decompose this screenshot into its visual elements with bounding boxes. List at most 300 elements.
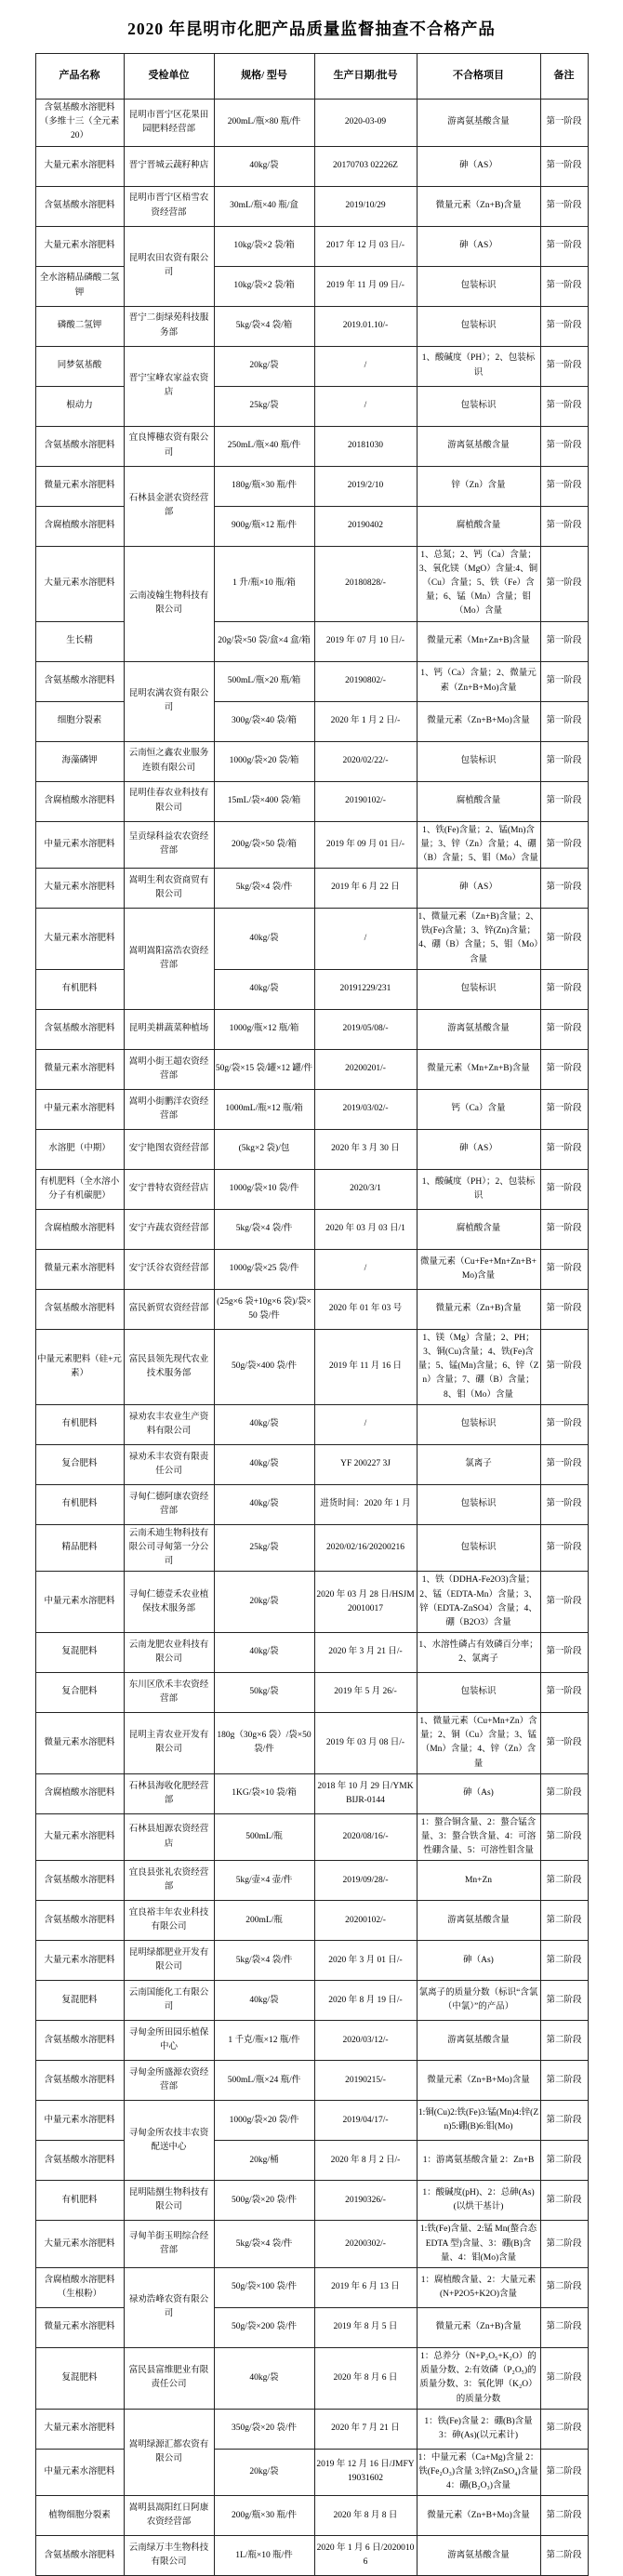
remark-cell: 第一阶段	[540, 1572, 588, 1633]
failed-items-cell: 砷（AS）	[417, 1129, 540, 1169]
failed-items-cell: 包装标识	[417, 1404, 540, 1444]
inspected-unit-cell: 寻甸仁德壹禾农业植保技术服务部	[124, 1572, 214, 1633]
remark-cell: 第一阶段	[540, 621, 588, 661]
product-name-cell: 中量元素水溶肥料	[35, 1089, 124, 1129]
failed-items-cell: 腐植酸含量	[417, 1209, 540, 1249]
table-row	[35, 2181, 588, 2221]
product-name-cell: 含腐植酸水溶肥料	[35, 506, 124, 546]
spec-cell: 40kg/袋	[214, 909, 314, 970]
spec-cell: 5kg/袋×4 袋/件	[214, 1941, 314, 1981]
table-row	[35, 226, 588, 266]
date-batch-cell: 20190215/-	[314, 2061, 417, 2101]
header-inspected-unit: 受检单位	[124, 54, 214, 100]
failed-items-cell: 微量元素（Zn+B)含量	[417, 1289, 540, 1329]
date-batch-cell: 2020 年 1 月 6 日/20200106	[314, 2536, 417, 2576]
spec-cell: 10kg/袋×2 袋/箱	[214, 226, 314, 266]
remark-cell: 第一阶段	[540, 869, 588, 909]
spec-cell: 20kg/袋	[214, 1572, 314, 1633]
product-name-cell: 细胞分裂素	[35, 701, 124, 741]
remark-cell: 第二阶段	[540, 1813, 588, 1861]
inspected-unit-cell: 宜良博穗农资有限公司	[124, 426, 214, 466]
product-name-cell: 含氨基酸水溶肥料	[35, 2536, 124, 2576]
product-name-cell: 含氨基酸水溶肥料	[35, 1861, 124, 1901]
remark-cell: 第一阶段	[540, 781, 588, 821]
inspected-unit-cell: 寻甸羊街玉明综合经营部	[124, 2221, 214, 2268]
spec-cell: 25kg/袋	[214, 386, 314, 426]
table-row	[35, 426, 588, 466]
spec-cell: 1KG/袋×10 袋/箱	[214, 1773, 314, 1813]
failed-items-cell: 游离氨基酸含量	[417, 1009, 540, 1049]
remark-cell: 第二阶段	[540, 2061, 588, 2101]
spec-cell: 10kg/袋×2 袋/箱	[214, 266, 314, 306]
table-row	[35, 1129, 588, 1169]
spec-cell: 20kg/袋	[214, 2449, 314, 2496]
spec-cell: 40kg/袋	[214, 2347, 314, 2409]
spec-cell: 15mL/袋×400 袋/箱	[214, 781, 314, 821]
remark-cell: 第二阶段	[540, 2221, 588, 2268]
spec-cell: 180g/瓶×30 瓶/件	[214, 466, 314, 506]
date-batch-cell: 2020/02/22/-	[314, 741, 417, 781]
inspected-unit-cell: 安宁沃谷农资经营部	[124, 1249, 214, 1289]
failed-items-cell: 1、微量元素（Zn+B)含量；2、铁(Fe)含量；3、锌(Zn)含量；4、硼（B）含量；5、钼（Mo）含量	[417, 909, 540, 970]
remark-cell: 第一阶段	[540, 1713, 588, 1774]
failed-items-cell: 游离氨基酸含量	[417, 426, 540, 466]
failed-items-cell: 1、微量元素（Cu+Mn+Zn）含量；2、铜（Cu）含量；3、锰（Mn）含量；4、锌（Zn）含量	[417, 1713, 540, 1774]
date-batch-cell: 2020 年 01 年 03 号	[314, 1289, 417, 1329]
date-batch-cell: YF 200227 3J	[314, 1444, 417, 1484]
remark-cell: 第一阶段	[540, 1329, 588, 1404]
failed-items-cell: 包装标识	[417, 741, 540, 781]
product-name-cell: 全水溶精品磷酸二氢钾	[35, 266, 124, 306]
date-batch-cell: 20181030	[314, 426, 417, 466]
product-name-cell: 同梦氨基酸	[35, 346, 124, 386]
remark-cell: 第一阶段	[540, 1404, 588, 1444]
spec-cell: 1000g/瓶×12 瓶/箱	[214, 1009, 314, 1049]
inspected-unit-cell: 禄劝浩峰农资有限公司	[124, 2267, 214, 2347]
spec-cell: 1000g/袋×20 袋/件	[214, 2101, 314, 2141]
product-name-cell: 大量元素水溶肥料	[35, 1941, 124, 1981]
table-row	[35, 186, 588, 226]
remark-cell: 第一阶段	[540, 909, 588, 970]
spec-cell: 500mL/瓶	[214, 1813, 314, 1861]
remark-cell: 第二阶段	[540, 2496, 588, 2536]
product-name-cell: 海藻磷钾	[35, 741, 124, 781]
table-row	[35, 2221, 588, 2268]
remark-cell: 第一阶段	[540, 1524, 588, 1572]
remark-cell: 第二阶段	[540, 1773, 588, 1813]
remark-cell: 第一阶段	[540, 661, 588, 701]
date-batch-cell: 2018 年 10 月 29 日/YMKBIJR-0144	[314, 1773, 417, 1813]
product-name-cell: 大量元素水溶肥料	[35, 909, 124, 970]
failed-items-cell: 1：游离氨基酸含量 2：Zn+B	[417, 2141, 540, 2181]
failed-items-cell: 腐植酸含量	[417, 506, 540, 546]
inspected-unit-cell: 寻甸金所盛源农资经营部	[124, 2061, 214, 2101]
date-batch-cell: /	[314, 1404, 417, 1444]
product-name-cell: 中量元素肥料（硅+元素）	[35, 1329, 124, 1404]
report-table	[35, 53, 589, 2576]
inspected-unit-cell: 石林县金湛农资经营部	[124, 466, 214, 546]
table-row	[35, 821, 588, 869]
remark-cell: 第一阶段	[540, 426, 588, 466]
spec-cell: 40kg/袋	[214, 969, 314, 1009]
table-row	[35, 1009, 588, 1049]
failed-items-cell: 1、水溶性磷占有效磷百分率；2、氯离子	[417, 1633, 540, 1673]
product-name-cell: 磷酸二氢钾	[35, 306, 124, 346]
remark-cell: 第一阶段	[540, 1009, 588, 1049]
product-name-cell: 中量元素水溶肥料	[35, 2101, 124, 2141]
date-batch-cell: 2020/08/16/-	[314, 1813, 417, 1861]
remark-cell: 第二阶段	[540, 2101, 588, 2141]
failed-items-cell: 包装标识	[417, 969, 540, 1009]
table-row	[35, 1673, 588, 1713]
date-batch-cell: 2019/05/08/-	[314, 1009, 417, 1049]
remark-cell: 第二阶段	[540, 1941, 588, 1981]
failed-items-cell: 砷（AS）	[417, 146, 540, 186]
spec-cell: (25g×6 袋+10g×6 袋)/袋×50 袋/件	[214, 1289, 314, 1329]
remark-cell: 第二阶段	[540, 2449, 588, 2496]
date-batch-cell: 2019 年 11 月 16 日	[314, 1329, 417, 1404]
table-row	[35, 2061, 588, 2101]
inspected-unit-cell: 云南国能化工有限公司	[124, 1981, 214, 2021]
failed-items-cell: 包装标识	[417, 306, 540, 346]
remark-cell: 第一阶段	[540, 146, 588, 186]
table-row	[35, 969, 588, 1009]
table-body	[35, 100, 588, 2576]
spec-cell: 350g/袋×20 袋/件	[214, 2409, 314, 2449]
remark-cell: 第一阶段	[540, 100, 588, 147]
inspected-unit-cell: 昆明农满农资有限公司	[124, 661, 214, 741]
product-name-cell: 含腐植酸水溶肥料	[35, 781, 124, 821]
table-row	[35, 1089, 588, 1129]
inspected-unit-cell: 云南龙肥农业科技有限公司	[124, 1633, 214, 1673]
remark-cell: 第一阶段	[540, 1209, 588, 1249]
failed-items-cell: 1、钙（Ca）含量；2、微量元素（Zn+B+Mo)含量	[417, 661, 540, 701]
table-row	[35, 2267, 588, 2307]
date-batch-cell: 2019 年 12 月 16 日/JMFY19031602	[314, 2449, 417, 2496]
product-name-cell: 有机肥料	[35, 969, 124, 1009]
table-row	[35, 1249, 588, 1289]
remark-cell: 第一阶段	[540, 186, 588, 226]
failed-items-cell: 游离氨基酸含量	[417, 2536, 540, 2576]
remark-cell: 第二阶段	[540, 2021, 588, 2061]
remark-cell: 第二阶段	[540, 2307, 588, 2347]
spec-cell: 180g（30g×6 袋）/袋×50 袋/件	[214, 1713, 314, 1774]
date-batch-cell: 2019 年 6 月 22 日	[314, 869, 417, 909]
inspected-unit-cell: 富民新贸农资经营部	[124, 1289, 214, 1329]
product-name-cell: 含氨基酸水溶肥料	[35, 1289, 124, 1329]
spec-cell: 900g/瓶×12 瓶/件	[214, 506, 314, 546]
remark-cell: 第一阶段	[540, 1633, 588, 1673]
table-row	[35, 661, 588, 701]
header-product-name: 产品名称	[35, 54, 124, 100]
spec-cell: 5kg/壶×4 壶/件	[214, 1861, 314, 1901]
spec-cell: 1000g/袋×10 袋/件	[214, 1169, 314, 1209]
remark-cell: 第二阶段	[540, 1861, 588, 1901]
date-batch-cell: 2019.01.10/-	[314, 306, 417, 346]
inspected-unit-cell: 寻甸金所田园乐植保中心	[124, 2021, 214, 2061]
failed-items-cell: 锌（Zn）含量	[417, 466, 540, 506]
header-spec-model: 规格/ 型号	[214, 54, 314, 100]
failed-items-cell: 钙（Ca）含量	[417, 1089, 540, 1129]
product-name-cell: 中量元素水溶肥料	[35, 2449, 124, 2496]
failed-items-cell: 氯离子	[417, 1444, 540, 1484]
product-name-cell: 有机肥料	[35, 2181, 124, 2221]
failed-items-cell: 包装标识	[417, 1484, 540, 1524]
product-name-cell: 大量元素水溶肥料	[35, 146, 124, 186]
spec-cell: 200g/瓶×30 瓶/件	[214, 2496, 314, 2536]
failed-items-cell: 微量元素（Zn+B+Mo)含量	[417, 701, 540, 741]
remark-cell: 第一阶段	[540, 1444, 588, 1484]
remark-cell: 第一阶段	[540, 346, 588, 386]
product-name-cell: 有机肥料	[35, 1484, 124, 1524]
table-row	[35, 1901, 588, 1941]
product-name-cell: 精品肥料	[35, 1524, 124, 1572]
spec-cell: 40kg/袋	[214, 146, 314, 186]
date-batch-cell: 2020 年 3 月 21 日/-	[314, 1633, 417, 1673]
spec-cell: 50kg/袋	[214, 1673, 314, 1713]
product-name-cell: 大量元素水溶肥料	[35, 546, 124, 621]
date-batch-cell: 2020 年 8 月 8 日	[314, 2496, 417, 2536]
inspected-unit-cell: 云南绿万丰生物科技有限公司	[124, 2536, 214, 2576]
table-row	[35, 1524, 588, 1572]
inspected-unit-cell: 嵩明绿源汇都农资有限公司	[124, 2409, 214, 2496]
product-name-cell: 复混肥料	[35, 1633, 124, 1673]
remark-cell: 第一阶段	[540, 506, 588, 546]
inspected-unit-cell: 禄劝农丰农业生产资料有限公司	[124, 1404, 214, 1444]
remark-cell: 第一阶段	[540, 306, 588, 346]
inspected-unit-cell: 云南凌翰生物科技有限公司	[124, 546, 214, 661]
product-name-cell: 大量元素水溶肥料	[35, 2409, 124, 2449]
header-production-date-batch: 生产日期/批号	[314, 54, 417, 100]
inspected-unit-cell: 昆明市晋宁区花果田园肥料经营部	[124, 100, 214, 147]
date-batch-cell: 2019 年 03 月 08 日/-	[314, 1713, 417, 1774]
date-batch-cell: /	[314, 909, 417, 970]
failed-items-cell: 微量元素（Zn+B)含量	[417, 186, 540, 226]
date-batch-cell: 20190802/-	[314, 661, 417, 701]
table-row	[35, 1572, 588, 1633]
date-batch-cell: 2020 年 7 月 21 日	[314, 2409, 417, 2449]
product-name-cell: 含氨基酸水溶肥料	[35, 1901, 124, 1941]
remark-cell: 第二阶段	[540, 1981, 588, 2021]
spec-cell: 40kg/袋	[214, 1981, 314, 2021]
spec-cell: 40kg/袋	[214, 1444, 314, 1484]
inspected-unit-cell: 嵩明嵩阳富浩农资经营部	[124, 909, 214, 1010]
failed-items-cell: 砷（As)	[417, 1941, 540, 1981]
table-row	[35, 2141, 588, 2181]
table-row	[35, 741, 588, 781]
product-name-cell: 含氨基酸水溶肥料	[35, 2061, 124, 2101]
failed-items-cell: 1、铁(Fe)含量；2、锰(Mn)含量；3、锌（Zn）含量；4、硼（B）含量；5、钼（Mo）含量	[417, 821, 540, 869]
table-header	[35, 54, 588, 100]
remark-cell: 第一阶段	[540, 1249, 588, 1289]
table-row	[35, 1981, 588, 2021]
date-batch-cell: /	[314, 346, 417, 386]
product-name-cell: 大量元素水溶肥料	[35, 2221, 124, 2268]
remark-cell: 第二阶段	[540, 2181, 588, 2221]
spec-cell: 1L/瓶×10 瓶/件	[214, 2536, 314, 2576]
date-batch-cell: 2020-03-09	[314, 100, 417, 147]
table-row	[35, 100, 588, 147]
spec-cell: 200mL/瓶×80 瓶/件	[214, 100, 314, 147]
table-row	[35, 306, 588, 346]
product-name-cell: 大量元素水溶肥料	[35, 869, 124, 909]
inspected-unit-cell: 安宁普特农资经营店	[124, 1169, 214, 1209]
inspected-unit-cell: 安宁卉蔬农资经营部	[124, 1209, 214, 1249]
inspected-unit-cell: 安宁艳图农资经营部	[124, 1129, 214, 1169]
table-row	[35, 781, 588, 821]
spec-cell: 5kg/袋×4 袋/件	[214, 869, 314, 909]
spec-cell: 20kg/袋	[214, 346, 314, 386]
product-name-cell: 水溶肥（中期）	[35, 1129, 124, 1169]
product-name-cell: 有机肥料	[35, 1404, 124, 1444]
date-batch-cell: 2020/3/1	[314, 1169, 417, 1209]
spec-cell: 5kg/袋×4 袋/件	[214, 2221, 314, 2268]
failed-items-cell: 1：酸碱度(pH)、2：总砷(As)(以烘干基计)	[417, 2181, 540, 2221]
remark-cell: 第一阶段	[540, 1089, 588, 1129]
date-batch-cell: 2020 年 8 月 6 日	[314, 2347, 417, 2409]
remark-cell: 第一阶段	[540, 466, 588, 506]
table-row	[35, 2449, 588, 2496]
spec-cell: 20g/袋×50 袋/盒×4 盒/箱	[214, 621, 314, 661]
product-name-cell: 中量元素水溶肥料	[35, 1572, 124, 1633]
failed-items-cell: 微量元素（Mn+Zn+B)含量	[417, 1049, 540, 1089]
remark-cell: 第一阶段	[540, 1129, 588, 1169]
spec-cell: 1000g/袋×25 袋/件	[214, 1249, 314, 1289]
inspected-unit-cell: 呈贡绿科益农农资经营部	[124, 821, 214, 869]
spec-cell: 40kg/袋	[214, 1484, 314, 1524]
remark-cell: 第一阶段	[540, 1673, 588, 1713]
product-name-cell: 有机肥料（全水溶小分子有机碳肥）	[35, 1169, 124, 1209]
date-batch-cell: 2019/03/02/-	[314, 1089, 417, 1129]
table-row	[35, 2536, 588, 2576]
product-name-cell: 含腐植酸水溶肥料	[35, 1209, 124, 1249]
spec-cell: 50g/袋×400 袋/件	[214, 1329, 314, 1404]
product-name-cell: 生长精	[35, 621, 124, 661]
spec-cell: 500mL/瓶×20 瓶/箱	[214, 661, 314, 701]
date-batch-cell: 20190402	[314, 506, 417, 546]
header-row	[35, 54, 588, 100]
product-name-cell: 大量元素水溶肥料	[35, 226, 124, 266]
inspected-unit-cell: 嵩明县嵩阳红日阿康农资经营部	[124, 2496, 214, 2536]
spec-cell: 500mL/瓶×24 瓶/件	[214, 2061, 314, 2101]
inspected-unit-cell: 云南禾迪生物科技有限公司寻甸第一分公司	[124, 1524, 214, 1572]
spec-cell: 20kg/桶	[214, 2141, 314, 2181]
product-name-cell: 含氨基酸水溶肥料	[35, 2021, 124, 2061]
product-name-cell: 中量元素水溶肥料	[35, 821, 124, 869]
failed-items-cell: 包装标识	[417, 1673, 540, 1713]
table-row	[35, 2101, 588, 2141]
table-row	[35, 1329, 588, 1404]
inspected-unit-cell: 昆明陆捌生物科技有限公司	[124, 2181, 214, 2221]
failed-items-cell: 腐植酸含量	[417, 781, 540, 821]
failed-items-cell: 包装标识	[417, 1524, 540, 1572]
remark-cell: 第二阶段	[540, 2267, 588, 2307]
date-batch-cell: 2019 年 09 月 01 日/-	[314, 821, 417, 869]
table-row	[35, 1713, 588, 1774]
remark-cell: 第一阶段	[540, 546, 588, 621]
failed-items-cell: 游离氨基酸含量	[417, 100, 540, 147]
date-batch-cell: 20200302/-	[314, 2221, 417, 2268]
spec-cell: 25kg/袋	[214, 1524, 314, 1572]
failed-items-cell: 砷（AS）	[417, 226, 540, 266]
inspected-unit-cell: 东川区欣禾丰农资经营部	[124, 1673, 214, 1713]
table-row	[35, 1209, 588, 1249]
failed-items-cell: 1：腐植酸含量、2：大量元素(N+P2O5+K2O)含量	[417, 2267, 540, 2307]
table-row	[35, 506, 588, 546]
inspected-unit-cell: 晋宁晋城云蔬籽种店	[124, 146, 214, 186]
table-row	[35, 1049, 588, 1089]
remark-cell: 第一阶段	[540, 1169, 588, 1209]
date-batch-cell: 20180828/-	[314, 546, 417, 621]
remark-cell: 第一阶段	[540, 266, 588, 306]
table-row	[35, 1773, 588, 1813]
remark-cell: 第二阶段	[540, 2141, 588, 2181]
date-batch-cell: 2020 年 8 月 19 日/-	[314, 1981, 417, 2021]
spec-cell: 200g/袋×50 袋/箱	[214, 821, 314, 869]
table-row	[35, 2496, 588, 2536]
product-name-cell: 含氨基酸水溶肥料	[35, 1009, 124, 1049]
date-batch-cell: 20200102/-	[314, 1901, 417, 1941]
inspected-unit-cell: 禄劝禾丰农资有限责任公司	[124, 1444, 214, 1484]
failed-items-cell: 1：螯合铜含量、2：螯合锰含量、3：螯合铁含量、4：可溶性硼含量、5：可溶性钼含量	[417, 1813, 540, 1861]
product-name-cell: 复合肥料	[35, 1444, 124, 1484]
failed-items-cell: 微量元素（Cu+Fe+Mn+Zn+B+Mo)含量	[417, 1249, 540, 1289]
inspected-unit-cell: 晋宁二街绿苑科技服务部	[124, 306, 214, 346]
header-remark: 备注	[540, 54, 588, 100]
page-title: 2020 年昆明市化肥产品质量监督抽查不合格产品	[127, 20, 496, 38]
table-row	[35, 1444, 588, 1484]
product-name-cell: 含腐植酸水溶肥料（生根粉）	[35, 2267, 124, 2307]
table-row	[35, 621, 588, 661]
table-row	[35, 1289, 588, 1329]
remark-cell: 第一阶段	[540, 741, 588, 781]
page	[0, 17, 623, 2576]
header-failed-items: 不合格项目	[417, 54, 540, 100]
product-name-cell: 大量元素水溶肥料	[35, 1813, 124, 1861]
table-row	[35, 869, 588, 909]
inspected-unit-cell: 昆明主青农业开发有限公司	[124, 1713, 214, 1774]
product-name-cell: 复合肥料	[35, 1673, 124, 1713]
remark-cell: 第一阶段	[540, 701, 588, 741]
spec-cell: 5kg/袋×4 袋/箱	[214, 306, 314, 346]
table-row	[35, 386, 588, 426]
product-name-cell: 含氨基酸水溶肥料	[35, 661, 124, 701]
inspected-unit-cell: 昆明农田农资有限公司	[124, 226, 214, 306]
failed-items-cell: 氯离子的质量分数（标识“含氯（中氯）”的产品）	[417, 1981, 540, 2021]
table-row	[35, 346, 588, 386]
date-batch-cell: 20170703 02226Z	[314, 146, 417, 186]
inspected-unit-cell: 石林县海收化肥经营部	[124, 1773, 214, 1813]
table-row	[35, 546, 588, 621]
table-row	[35, 266, 588, 306]
failed-items-cell: 1:铜(Cu)2:铁(Fe)3:锰(Mn)4:锌(Zn)5:硼(B)6:钼(Mo)	[417, 2101, 540, 2141]
inspected-unit-cell: 嵩明小街王超农资经营部	[124, 1049, 214, 1089]
inspected-unit-cell: 宜良县张礼农资经营部	[124, 1861, 214, 1901]
date-batch-cell: 2019/2/10	[314, 466, 417, 506]
table-row	[35, 1404, 588, 1444]
table-row	[35, 2021, 588, 2061]
date-batch-cell: 2020 年 03 月 03 日/1	[314, 1209, 417, 1249]
failed-items-cell: 1、总氮；2、钙（Ca）含量；3、氧化镁（MgO）含量:4、铜（Cu）含量；5、铁（Fe）含量；6、锰（Mn）含量；钼（Mo）含量	[417, 546, 540, 621]
date-batch-cell: 2019/10/29	[314, 186, 417, 226]
table-row	[35, 2409, 588, 2449]
product-name-cell: 含腐植酸水溶肥料	[35, 1773, 124, 1813]
date-batch-cell: 2020/02/16/20200216	[314, 1524, 417, 1572]
remark-cell: 第二阶段	[540, 2536, 588, 2576]
spec-cell: 200mL/瓶	[214, 1901, 314, 1941]
spec-cell: 250mL/瓶×40 瓶/件	[214, 426, 314, 466]
remark-cell: 第一阶段	[540, 821, 588, 869]
